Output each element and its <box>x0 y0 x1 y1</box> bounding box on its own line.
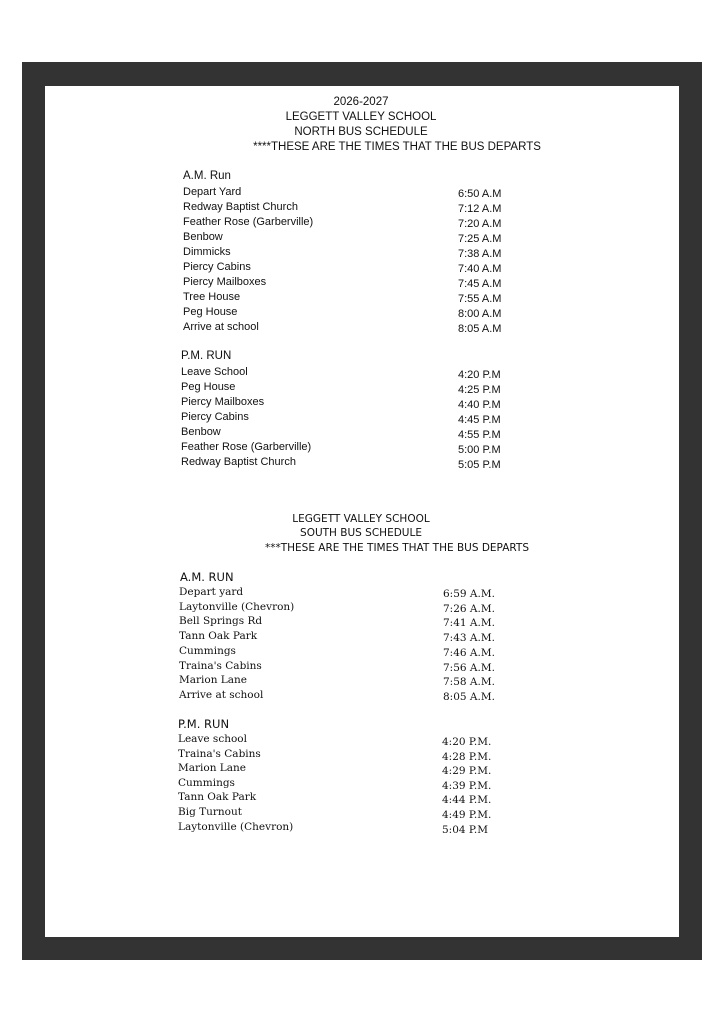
south-school-name: LEGGETT VALLEY SCHOOL <box>292 513 430 525</box>
stop-name: Peg House <box>181 381 236 393</box>
departure-time: 4:20 P.M. <box>442 736 492 748</box>
south-pm-label: P.M. RUN <box>178 717 230 731</box>
north-note: ****THESE ARE THE TIMES THAT THE BUS DEPARTS <box>253 141 541 153</box>
departure-time: 4:28 P.M. <box>442 750 492 763</box>
departure-time: 7:45 A.M <box>458 278 502 290</box>
stop-name: Traina's Cabins <box>179 659 262 672</box>
departure-time: 7:40 A.M <box>458 263 502 275</box>
stop-name: Piercy Mailboxes <box>183 276 267 288</box>
departure-time: 7:55 A.M <box>458 293 502 305</box>
departure-time: 7:56 A.M. <box>443 661 495 674</box>
departure-time: 4:25 P.M <box>458 384 501 396</box>
departure-time: 4:20 P.M <box>458 369 501 381</box>
stop-name: Depart yard <box>179 586 244 598</box>
stop-name: Benbow <box>183 231 223 243</box>
departure-time: 5:00 P.M <box>458 444 501 456</box>
north-title: NORTH BUS SCHEDULE <box>294 126 428 138</box>
stop-name: Redway Baptist Church <box>181 456 296 468</box>
north-year: 2026-2027 <box>333 96 389 108</box>
stop-name: Bell Springs Rd <box>179 615 263 628</box>
departure-time: 7:46 A.M. <box>443 646 495 659</box>
north-pm-label: P.M. RUN <box>181 350 232 362</box>
stop-name: Tree House <box>183 291 241 303</box>
departure-time: 8:00 A.M <box>458 308 502 320</box>
stop-name: Feather Rose (Garberville) <box>183 216 314 228</box>
stop-name: Marion Lane <box>178 762 247 775</box>
departure-time: 4:55 P.M <box>458 429 501 441</box>
departure-time: 8:05 A.M <box>458 323 502 335</box>
departure-time: 6:59 A.M. <box>443 588 495 600</box>
departure-time: 4:39 P.M. <box>442 779 492 792</box>
stop-name: Peg House <box>183 306 238 318</box>
stop-name: Feather Rose (Garberville) <box>181 441 312 453</box>
departure-time: 7:25 A.M <box>458 233 502 245</box>
stop-name: Tann Oak Park <box>179 630 258 643</box>
north-school-name: LEGGETT VALLEY SCHOOL <box>285 111 437 123</box>
departure-time: 5:04 P.M <box>442 823 488 836</box>
stop-name: Piercy Cabins <box>181 411 249 423</box>
departure-time: 7:43 A.M. <box>443 632 495 645</box>
stop-name: Arrive at school <box>179 688 264 701</box>
south-am-label: A.M. RUN <box>180 570 234 584</box>
south-note: ***THESE ARE THE TIMES THAT THE BUS DEPARTS <box>264 542 530 554</box>
stop-name: Piercy Cabins <box>183 261 251 273</box>
stop-name: Big Turnout <box>178 806 242 818</box>
stop-name: Leave School <box>181 366 248 378</box>
stop-name: Arrive at school <box>183 321 259 333</box>
departure-time: 4:40 P.M <box>458 399 501 411</box>
stop-name: Dimmicks <box>183 246 231 258</box>
stop-name: Cummings <box>178 776 235 789</box>
stop-name: Marion Lane <box>179 674 248 687</box>
departure-time: 8:05 A.M. <box>443 690 495 703</box>
departure-time: 4:45 P.M <box>458 414 501 426</box>
departure-time: 4:49 P.M. <box>442 809 492 821</box>
stop-name: Leave school <box>178 733 247 745</box>
stop-name: Traina's Cabins <box>178 747 261 760</box>
stop-name: Depart Yard <box>183 186 242 198</box>
departure-time: 6:50 A.M <box>458 188 502 200</box>
departure-time: 7:26 A.M. <box>443 602 495 615</box>
stop-name: Laytonville (Chevron) <box>178 820 294 833</box>
stop-name: Benbow <box>181 426 221 438</box>
departure-time: 7:38 A.M <box>458 248 502 260</box>
departure-time: 7:41 A.M. <box>443 617 495 630</box>
south-title: SOUTH BUS SCHEDULE <box>300 527 422 539</box>
departure-time: 7:58 A.M. <box>443 676 495 689</box>
departure-time: 4:29 P.M. <box>442 765 492 778</box>
departure-time: 4:44 P.M. <box>442 794 492 807</box>
stop-name: Piercy Mailboxes <box>181 396 265 408</box>
stop-name: Tann Oak Park <box>178 791 257 804</box>
stop-name: Laytonville (Chevron) <box>179 600 295 613</box>
stop-name: Cummings <box>179 644 236 657</box>
departure-time: 7:20 A.M <box>458 218 502 230</box>
north-am-label: A.M. Run <box>183 170 231 182</box>
departure-time: 7:12 A.M <box>458 203 502 215</box>
departure-time: 5:05 P.M <box>458 459 501 471</box>
stop-name: Redway Baptist Church <box>183 201 298 213</box>
